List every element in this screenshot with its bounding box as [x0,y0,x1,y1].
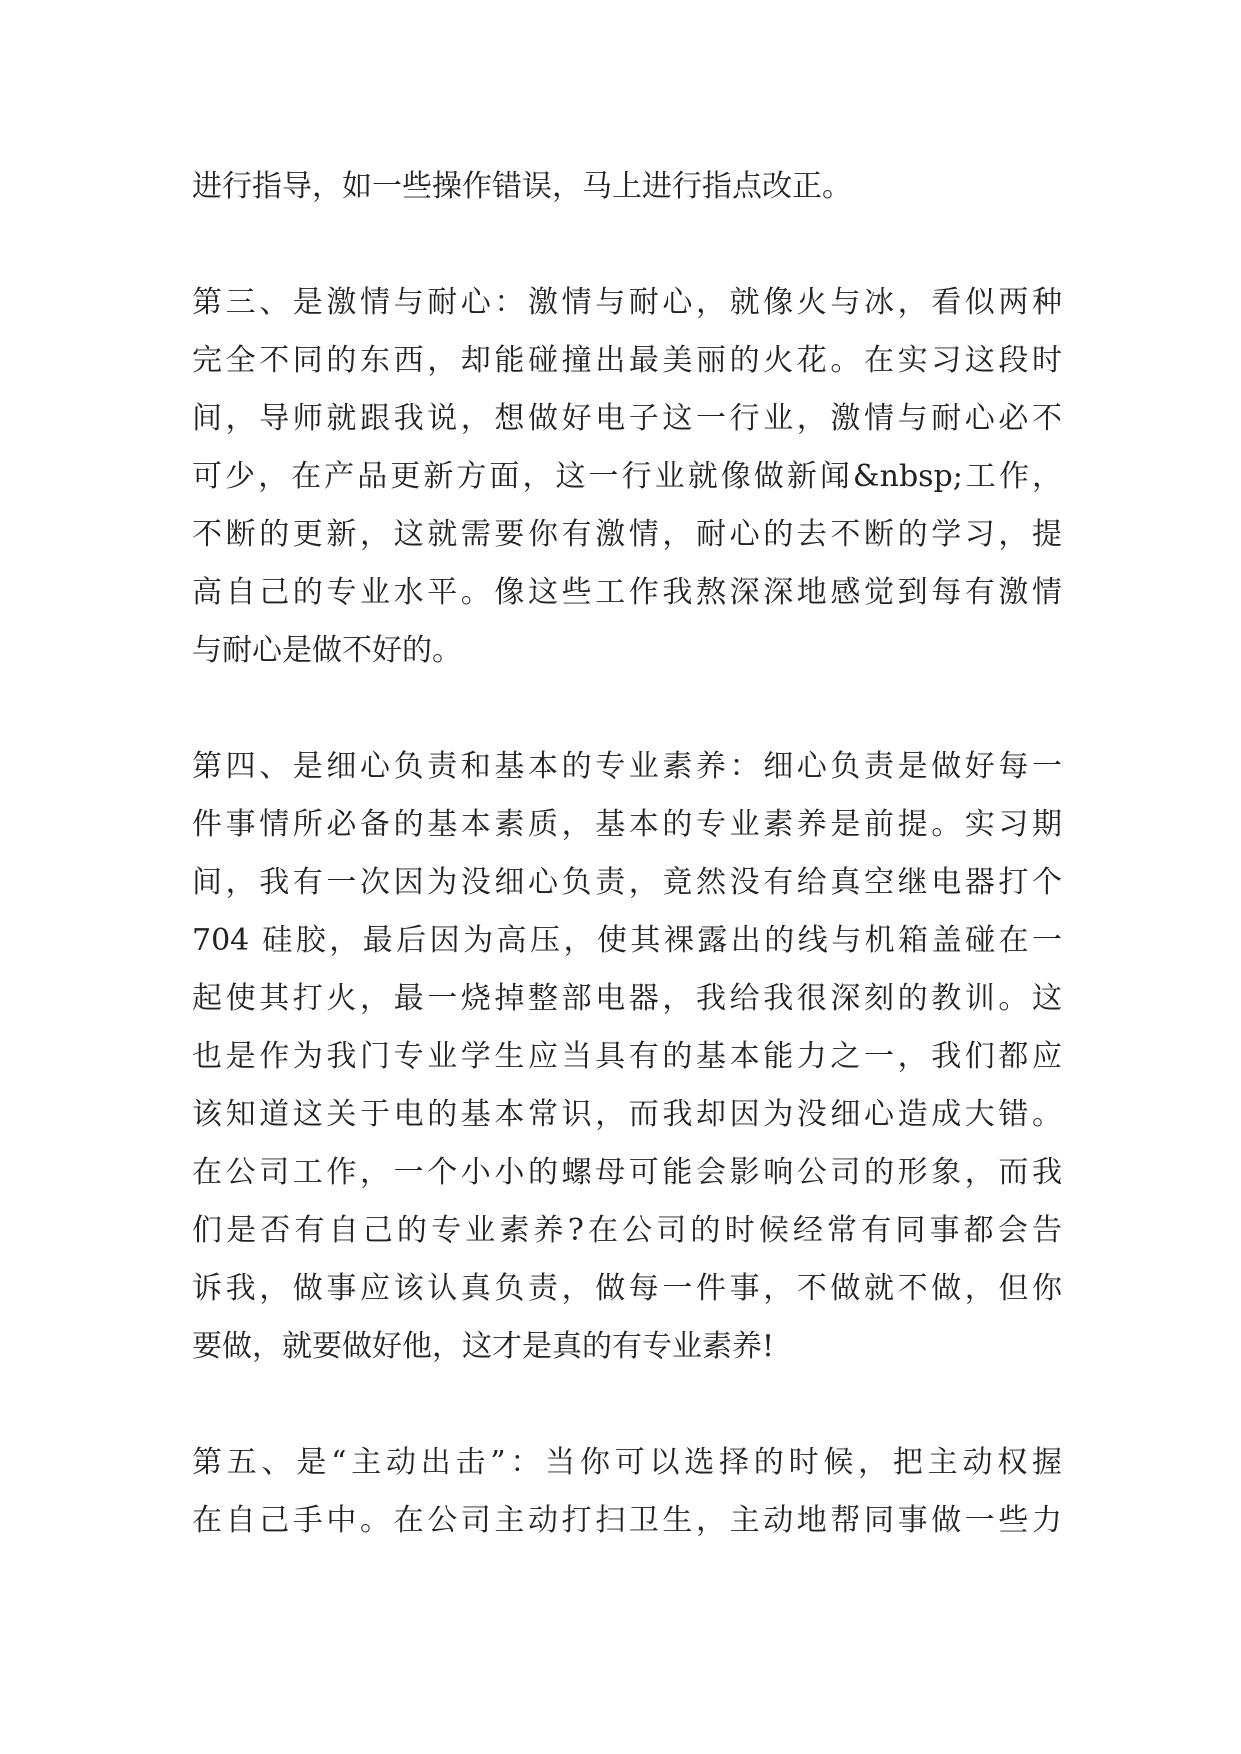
document-body [192,158,1062,1608]
text-line: 件事情所必备的基本素质，基本的专业素养是前提。实习期 [192,807,1062,842]
text-line: 间，导师就跟我说，想做好电子这一行业，激情与耐心必不 [192,401,1062,436]
text-line: 与耐心是做不好的。 [192,633,462,668]
text-line: 第三、是激情与耐心：激情与耐心，就像火与冰，看似两种 [192,285,1062,320]
paragraph-3 [192,738,1062,1376]
text-line: 不断的更新，这就需要你有激情，耐心的去不断的学习，提 [192,517,1062,552]
text-line: 完全不同的东西，却能碰撞出最美丽的火花。在实习这段时 [192,343,1062,378]
text-line: 在公司工作，一个小小的螺母可能会影响公司的形象，而我 [192,1155,1062,1190]
text-line: 第五、是“主动出击”：当你可以选择的时候，把主动权握 [192,1445,1062,1480]
text-line: 可少，在产品更新方面，这一行业就像做新闻&nbsp;工作， [192,459,1062,494]
text-line: 间，我有一次因为没细心负责，竟然没有给真空继电器打个 [192,865,1062,900]
paragraph-2 [192,274,1062,680]
text-line: 704 硅胶，最后因为高压，使其裸露出的线与机箱盖碰在一 [192,923,1062,958]
text-line: 第四、是细心负责和基本的专业素养：细心负责是做好每一 [192,749,1062,784]
text-line: 起使其打火，最一烧掉整部电器，我给我很深刻的教训。这 [192,981,1062,1016]
paragraph-1 [192,158,1062,216]
text-line: 该知道这关于电的基本常识，而我却因为没细心造成大错。 [192,1097,1062,1132]
text-line: 诉我，做事应该认真负责，做每一件事，不做就不做，但你 [192,1271,1062,1306]
text-line: 要做，就要做好他，这才是真的有专业素养! [192,1329,775,1364]
text-line: 也是作为我门专业学生应当具有的基本能力之一，我们都应 [192,1039,1062,1074]
text-line: 在自己手中。在公司主动打扫卫生，主动地帮同事做一些力 [192,1503,1062,1538]
paragraph-4 [192,1434,1062,1550]
text-line: 进行指导，如一些操作错误，马上进行指点改正。 [192,169,852,204]
text-line: 高自己的专业水平。像这些工作我熬深深地感觉到每有激情 [192,575,1062,610]
text-line: 们是否有自己的专业素养?在公司的时候经常有同事都会告 [192,1213,1062,1248]
